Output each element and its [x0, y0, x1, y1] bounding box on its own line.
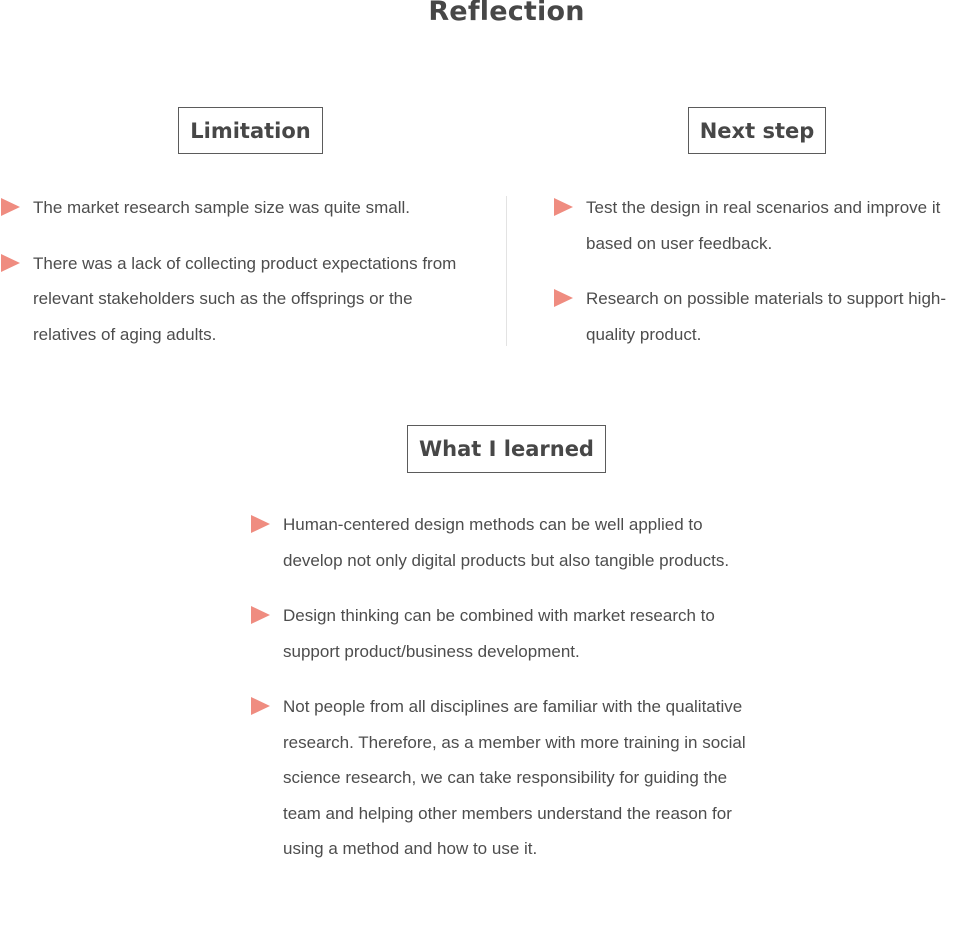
next-step-list — [554, 190, 972, 352]
list-item-text: The market research sample size was quite small. — [33, 198, 410, 217]
triangle-right-icon — [251, 515, 270, 533]
limitation-list — [1, 190, 471, 352]
list-item — [251, 689, 751, 867]
list-item-text: Test the design in real scenarios and improve it based on user feedback. — [586, 198, 941, 253]
list-item-text: Design thinking can be combined with market research to support product/business development. — [283, 606, 715, 661]
list-item — [554, 190, 972, 261]
next-step-heading-label: Next step — [699, 118, 815, 143]
list-item — [251, 598, 751, 669]
list-item — [1, 190, 471, 226]
limitation-heading — [178, 107, 323, 154]
list-item — [251, 507, 751, 578]
triangle-right-icon — [554, 198, 573, 216]
next-step-heading — [688, 107, 826, 154]
page-title: Reflection — [428, 0, 585, 27]
list-item-text: There was a lack of collecting product expectations from relevant stakeholders such as the offsprings or the relatives of aging adults. — [33, 253, 457, 344]
list-item-text: Not people from all disciplines are familiar with the qualitative research. Therefore, as a member with more training in social science research, we can take responsibility for guiding the team and helping other members understand the reason for using a method and how to use it. — [283, 697, 746, 858]
triangle-right-icon — [251, 697, 270, 715]
column-divider — [506, 196, 507, 346]
what-i-learned-list — [251, 507, 751, 867]
limitation-heading-label: Limitation — [190, 118, 311, 143]
triangle-right-icon — [251, 606, 270, 624]
list-item — [1, 246, 471, 353]
triangle-right-icon — [1, 254, 20, 272]
list-item-text: Research on possible materials to support high-quality product. — [586, 289, 947, 344]
triangle-right-icon — [554, 289, 573, 307]
what-i-learned-heading — [407, 425, 606, 473]
list-item-text: Human-centered design methods can be well applied to develop not only digital products but also tangible products. — [283, 515, 730, 570]
list-item — [554, 281, 972, 352]
triangle-right-icon — [1, 198, 20, 216]
what-i-learned-heading-label: What I learned — [419, 437, 594, 461]
